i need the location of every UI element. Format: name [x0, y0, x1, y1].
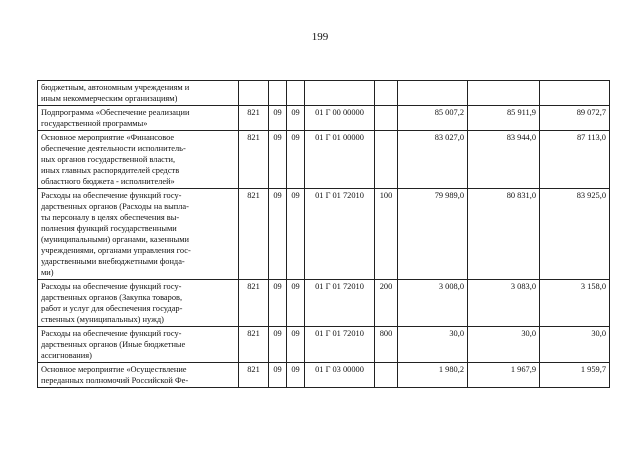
expense-type-cell [375, 81, 398, 106]
expense-name-line: Расходы на обеспечение функций госу- [41, 282, 182, 291]
section-cell: 09 [269, 363, 287, 388]
subsection-cell: 09 [287, 363, 305, 388]
ministry-code-cell: 821 [239, 280, 269, 327]
table-body [38, 81, 610, 388]
expense-name-cell [38, 327, 239, 363]
expense-name-cell [38, 131, 239, 189]
amount-year1-cell: 3 008,0 [398, 280, 468, 327]
amount-year2-cell [468, 81, 540, 106]
expense-name-line: ударственными внебюджетными фонда- [41, 257, 185, 266]
expense-name-line: переданных полномочий Российской Фе- [41, 376, 189, 385]
amount-year1-cell: 30,0 [398, 327, 468, 363]
expense-type-cell: 200 [375, 280, 398, 327]
amount-year3-cell: 87 113,0 [540, 131, 610, 189]
target-article-cell: 01 Г 03 00000 [305, 363, 375, 388]
target-article-cell: 01 Г 01 72010 [305, 327, 375, 363]
expense-type-cell: 100 [375, 189, 398, 280]
expense-name-line: иным некоммерческим организациям) [41, 94, 178, 103]
expense-type-cell: 800 [375, 327, 398, 363]
target-article-cell: 01 Г 01 72010 [305, 280, 375, 327]
target-article-cell: 01 Г 01 00000 [305, 131, 375, 189]
expense-name-line: ственных (муниципальных) нужд) [41, 315, 164, 324]
table-row [38, 81, 610, 106]
expense-name-line: дарственных органов (Расходы на выпла- [41, 202, 189, 211]
ministry-code-cell [239, 81, 269, 106]
amount-year1-cell: 83 027,0 [398, 131, 468, 189]
expense-type-cell [375, 131, 398, 189]
expense-name-line: обеспечение деятельности исполнитель- [41, 144, 186, 153]
subsection-cell: 09 [287, 280, 305, 327]
expense-name-cell [38, 189, 239, 280]
expense-name-line: полнения функций государственными [41, 224, 177, 233]
subsection-cell: 09 [287, 189, 305, 280]
amount-year3-cell: 30,0 [540, 327, 610, 363]
subsection-cell: 09 [287, 106, 305, 131]
expense-name-line: работ и услуг для обеспечения государ- [41, 304, 183, 313]
amount-year3-cell: 89 072,7 [540, 106, 610, 131]
table-row [38, 363, 610, 388]
ministry-code-cell: 821 [239, 106, 269, 131]
target-article-cell: 01 Г 00 00000 [305, 106, 375, 131]
amount-year1-cell [398, 81, 468, 106]
expense-name-line: Основное мероприятие «Осуществление [41, 365, 187, 374]
expense-name-line: ми) [41, 268, 54, 277]
subsection-cell: 09 [287, 131, 305, 189]
expense-name-line: дарственных органов (Закупка товаров, [41, 293, 183, 302]
expense-name-cell [38, 81, 239, 106]
section-cell: 09 [269, 280, 287, 327]
section-cell: 09 [269, 327, 287, 363]
ministry-code-cell: 821 [239, 327, 269, 363]
ministry-code-cell: 821 [239, 363, 269, 388]
expense-name-line: учреждениями, органами управления гос- [41, 246, 191, 255]
expense-name-line: бюджетным, автономным учреждениям и [41, 83, 190, 92]
amount-year2-cell: 1 967,9 [468, 363, 540, 388]
expense-name-line: Основное мероприятие «Финансовое [41, 133, 175, 142]
table-row [38, 327, 610, 363]
amount-year2-cell: 80 831,0 [468, 189, 540, 280]
expense-name-line: ассигнования) [41, 351, 92, 360]
table-row [38, 280, 610, 327]
amount-year2-cell: 30,0 [468, 327, 540, 363]
expense-name-cell [38, 280, 239, 327]
expense-name-line: Расходы на обеспечение функций госу- [41, 329, 182, 338]
subsection-cell [287, 81, 305, 106]
expense-name-line: областного бюджета - исполнителей» [41, 177, 175, 186]
expense-type-cell [375, 363, 398, 388]
table-row [38, 189, 610, 280]
expense-name-line: дарственных органов (Иные бюджетные [41, 340, 186, 349]
ministry-code-cell: 821 [239, 131, 269, 189]
section-cell: 09 [269, 131, 287, 189]
amount-year1-cell: 1 980,2 [398, 363, 468, 388]
amount-year3-cell: 1 959,7 [540, 363, 610, 388]
expense-name-line: (муниципальными) органами, казенными [41, 235, 190, 244]
amount-year1-cell: 79 989,0 [398, 189, 468, 280]
amount-year3-cell: 83 925,0 [540, 189, 610, 280]
expense-name-line: Подпрограмма «Обеспечение реализации [41, 108, 190, 117]
amount-year2-cell: 83 944,0 [468, 131, 540, 189]
amount-year1-cell: 85 007,2 [398, 106, 468, 131]
ministry-code-cell: 821 [239, 189, 269, 280]
expense-name-cell [38, 363, 239, 388]
section-cell: 09 [269, 189, 287, 280]
amount-year3-cell: 3 158,0 [540, 280, 610, 327]
expense-name-line: Расходы на обеспечение функций госу- [41, 191, 182, 200]
expense-name-line: ных органов государственной власти, [41, 155, 176, 164]
section-cell [269, 81, 287, 106]
table-row [38, 106, 610, 131]
expense-name-line: иных главных распорядителей средств [41, 166, 180, 175]
section-cell: 09 [269, 106, 287, 131]
budget-table [37, 80, 610, 388]
expense-type-cell [375, 106, 398, 131]
expense-name-cell [38, 106, 239, 131]
subsection-cell: 09 [287, 327, 305, 363]
target-article-cell [305, 81, 375, 106]
table-row [38, 131, 610, 189]
amount-year2-cell: 3 083,0 [468, 280, 540, 327]
expense-name-line: ты персоналу в целях обеспечения вы- [41, 213, 180, 222]
target-article-cell: 01 Г 01 72010 [305, 189, 375, 280]
page-number: 199 [311, 31, 329, 43]
amount-year2-cell: 85 911,9 [468, 106, 540, 131]
expense-name-line: государственной программы» [41, 119, 148, 128]
amount-year3-cell [540, 81, 610, 106]
